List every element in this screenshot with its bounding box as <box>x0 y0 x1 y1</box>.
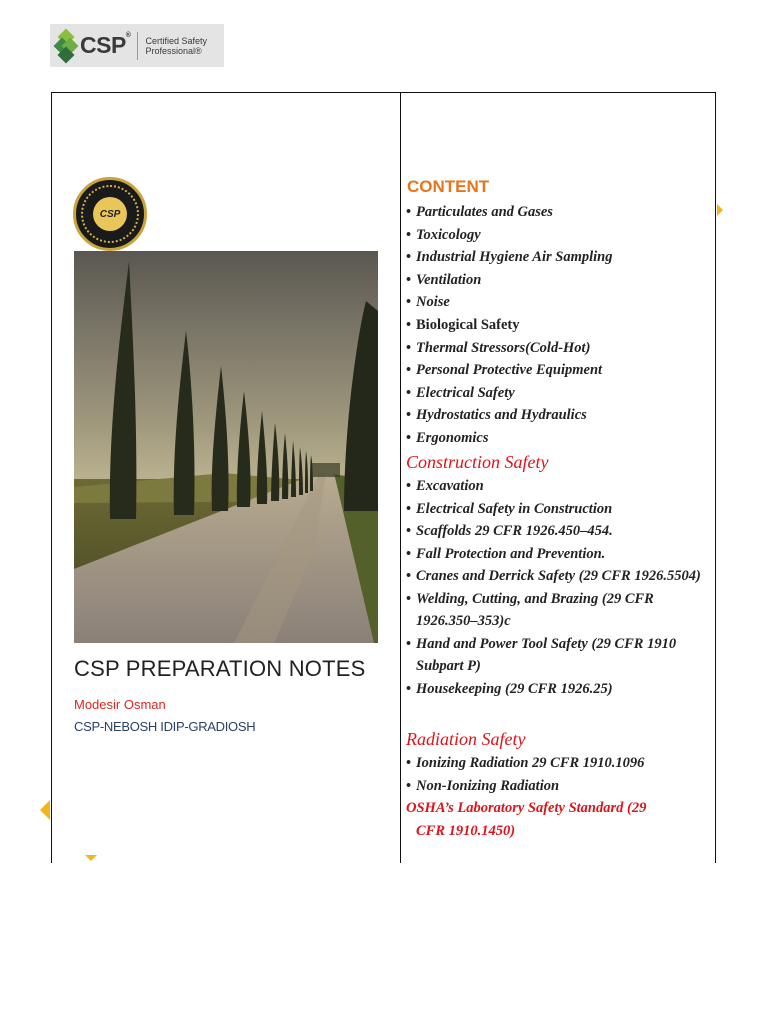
list-item: • Particulates and Gases <box>406 201 706 224</box>
construction-heading: Construction Safety <box>406 452 549 472</box>
list-item: • Ionizing Radiation 29 CFR 1910.1096 <box>406 752 706 775</box>
list-item: • Toxicology <box>406 224 706 247</box>
csp-logo <box>50 24 224 67</box>
list-item: • Fall Protection and Prevention. <box>406 543 706 566</box>
list-item: • Hydrostatics and Hydraulics <box>406 404 706 427</box>
content-list <box>406 201 706 450</box>
logo-separator <box>137 32 138 60</box>
construction-section <box>406 452 706 700</box>
list-item: • Scaffolds 29 CFR 1926.450–454. <box>406 520 706 543</box>
list-item: • Industrial Hygiene Air Sampling <box>406 246 706 269</box>
cover-photo-cypress-road <box>74 251 378 643</box>
osha-lab-standard: OSHA’s Laboratory Safety Standard (29 CFR 1910.1450) <box>406 800 647 839</box>
bcsp-seal-icon: CSP <box>73 177 147 251</box>
list-item: • Ventilation <box>406 269 706 292</box>
list-item: • Welding, Cutting, and Brazing (29 CFR 1926.350–353)c <box>406 588 706 633</box>
list-item: • Electrical Safety <box>406 382 706 405</box>
content-heading: CONTENT <box>407 177 490 196</box>
document-title: CSP PREPARATION NOTES <box>74 656 366 681</box>
author-credentials: CSP-NEBOSH IDIP-GRADIOSH <box>74 719 256 734</box>
list-item: • Ergonomics <box>406 427 706 450</box>
list-item: • Biological Safety <box>406 314 706 337</box>
list-item: • Excavation <box>406 475 706 498</box>
list-item: • Thermal Stressors(Cold-Hot) <box>406 337 706 360</box>
list-item: • Personal Protective Equipment <box>406 359 706 382</box>
csp-diamond-icon <box>56 31 78 61</box>
radiation-section <box>406 729 706 842</box>
list-item: • Hand and Power Tool Safety (29 CFR 1910 Subpart P) <box>406 633 706 678</box>
author-name: Modesir Osman <box>74 697 166 712</box>
logo-wordmark: CSP® <box>80 32 131 58</box>
decorative-arrow-icon <box>717 204 723 216</box>
list-item: • Non-Ionizing Radiation <box>406 775 706 798</box>
decorative-arrow-icon <box>40 800 50 820</box>
list-item: • Noise <box>406 291 706 314</box>
list-item: • Housekeeping (29 CFR 1926.25) <box>406 678 706 701</box>
radiation-heading: Radiation Safety <box>406 729 526 749</box>
list-item: • Electrical Safety in Construction <box>406 498 706 521</box>
list-item: • Cranes and Derrick Safety (29 CFR 1926.5504) <box>406 565 706 588</box>
decorative-arrow-icon <box>85 855 97 861</box>
logo-tagline: Certified Safety Professional® <box>145 35 207 56</box>
